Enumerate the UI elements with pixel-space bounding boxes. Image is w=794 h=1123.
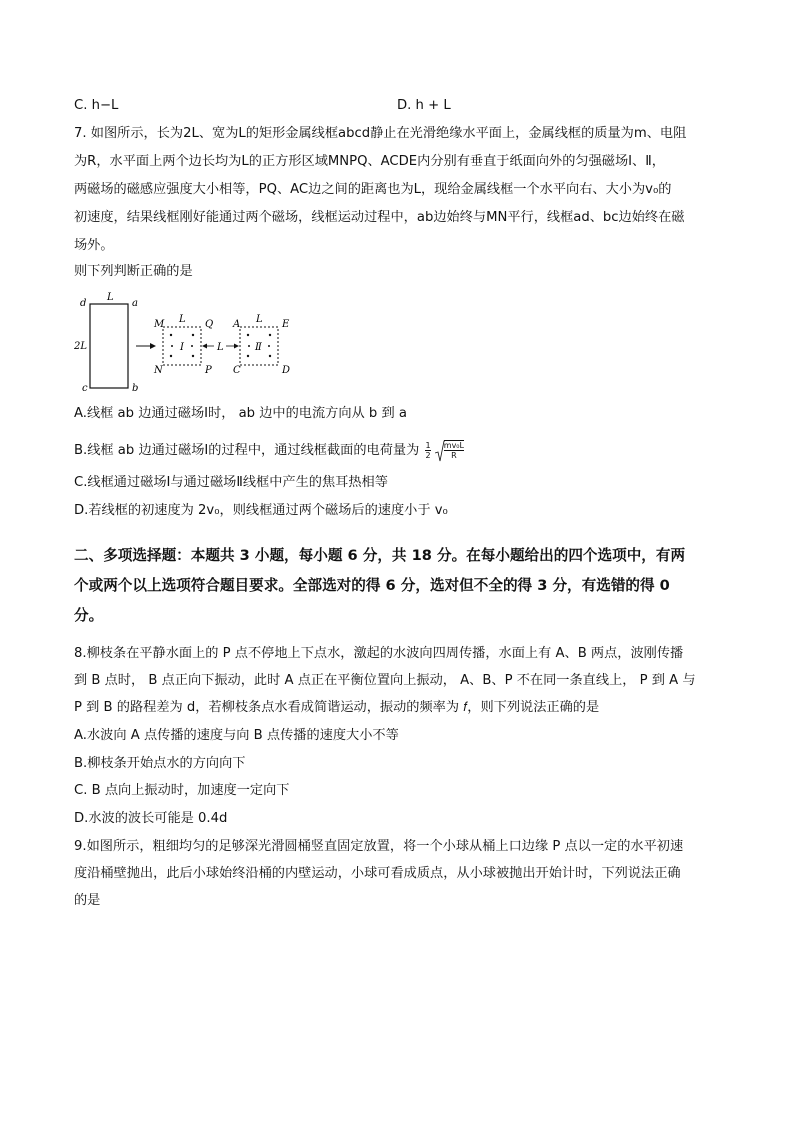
q8-option-a: A.水波向 A 点传播的速度与向 B 点传播的速度大小不等 bbox=[74, 728, 399, 743]
q9-stem-line-3: 的是 bbox=[74, 893, 101, 908]
velocity-arrowhead bbox=[150, 343, 156, 349]
label-c: c bbox=[82, 383, 88, 394]
label-b: b bbox=[132, 383, 139, 394]
frame-abcd bbox=[90, 304, 128, 388]
q7-option-b-fraction: $\frac{1}{2}$ bbox=[425, 440, 431, 460]
label-region1-L: L bbox=[179, 314, 186, 325]
label-gap-L: L bbox=[217, 342, 224, 353]
label-2L: 2L bbox=[74, 341, 88, 352]
q8-stem-line-2: 到 B 点时， B 点正向下振动，此时 A 点正在平衡位置向上振动， A、B、P 不在同一条直线上， P 到 A 与 bbox=[74, 673, 696, 688]
label-Q: Q bbox=[205, 319, 214, 330]
label-N: N bbox=[154, 365, 163, 376]
q7-option-a: A.线框 ab 边通过磁场Ⅰ时， ab 边中的电流方向从 b 到 a bbox=[74, 406, 407, 421]
label-region-II: Ⅱ bbox=[255, 342, 262, 353]
q7-option-c: C.线框通过磁场Ⅰ与通过磁场Ⅱ线框中产生的焦耳热相等 bbox=[74, 475, 388, 490]
label-region2-L: L bbox=[256, 314, 263, 325]
q6-option-c: C. h−L bbox=[74, 98, 119, 113]
q9-stem-line-2: 度沿桶壁抛出，此后小球始终沿桶的内壁运动，小球可看成质点，从小球被抛出开始计时，下列说法正确 bbox=[74, 866, 681, 881]
q7-option-b-text: B.线框 ab 边通过磁场Ⅰ的过程中，通过线框截面的电荷量为 bbox=[74, 443, 420, 458]
q8-stem-line-3: P 到 B 的路程差为 d，若柳枝条点水看成简谐运动，振动的频率为 𝑓，则下列说法正确的是 bbox=[74, 700, 600, 715]
section2-heading-line-3: 分。 bbox=[74, 607, 104, 624]
q8-option-d: D.水波的波长可能是 0.4d bbox=[74, 811, 228, 826]
q7-option-b bbox=[74, 440, 464, 460]
q7-option-b-sqrt: $\frac{\text{mv₀L}}{R}$ bbox=[435, 440, 464, 460]
section2-heading-line-1: 二、多项选择题：本题共 3 小题，每小题 6 分，共 18 分。在每小题给出的四个选项中，有两 bbox=[74, 547, 686, 564]
label-A: A bbox=[233, 319, 241, 330]
q7-stem-line-1: 7. 如图所示，长为2L、宽为L的矩形金属线框abcd静止在光滑绝缘水平面上，金属线框的质量为m、电阻 bbox=[74, 126, 687, 141]
q8-stem-line-1: 8.柳枝条在平静水面上的 P 点不停地上下点水，激起的水波向四周传播，水面上有 A、B 两点，波刚传播 bbox=[74, 646, 684, 661]
label-a: a bbox=[132, 298, 138, 309]
label-P: P bbox=[205, 365, 212, 376]
label-C: C bbox=[233, 365, 241, 376]
q8-option-b: B.柳枝条开始点水的方向向下 bbox=[74, 756, 246, 771]
q6-option-d: D. h + L bbox=[397, 98, 451, 113]
label-D: D bbox=[282, 365, 291, 376]
q7-stem-line-3: 两磁场的磁感应强度大小相等，PQ、AC边之间的距离也为L，现给金属线框一个水平向右、大小为v₀的 bbox=[74, 182, 672, 197]
label-E: E bbox=[282, 319, 290, 330]
label-frame-top-L: L bbox=[107, 292, 114, 303]
q7-option-d: D.若线框的初速度为 2v₀，则线框通过两个磁场后的速度小于 v₀ bbox=[74, 503, 448, 518]
section2-heading-line-2: 个或两个以上选项符合题目要求。全部选对的得 6 分，选对但不全的得 3 分，有选错的得 0 bbox=[74, 577, 670, 594]
label-d: d bbox=[80, 298, 87, 309]
q7-prompt: 则下列判断正确的是 bbox=[74, 264, 193, 279]
label-region-I: Ⅰ bbox=[180, 342, 184, 353]
label-M: M bbox=[154, 319, 165, 330]
q7-stem-line-2: 为R，水平面上两个边长均为L的正方形区域MNPQ、ACDE内分别有垂直于纸面向外的匀强磁场Ⅰ、Ⅱ， bbox=[74, 154, 665, 169]
q7-stem-line-5: 场外。 bbox=[74, 238, 114, 253]
q9-stem-line-1: 9.如图所示，粗细均匀的足够深光滑圆桶竖直固定放置，将一个小球从桶上口边缘 P 点以一定的水平初速 bbox=[74, 839, 684, 854]
q7-stem-line-4: 初速度，结果线框刚好能通过两个磁场，线框运动过程中，ab边始终与MN平行，线框ad、bc边始终在磁 bbox=[74, 210, 685, 225]
q8-option-c: C. B 点向上振动时，加速度一定向下 bbox=[74, 783, 290, 798]
q7-figure bbox=[74, 292, 304, 396]
